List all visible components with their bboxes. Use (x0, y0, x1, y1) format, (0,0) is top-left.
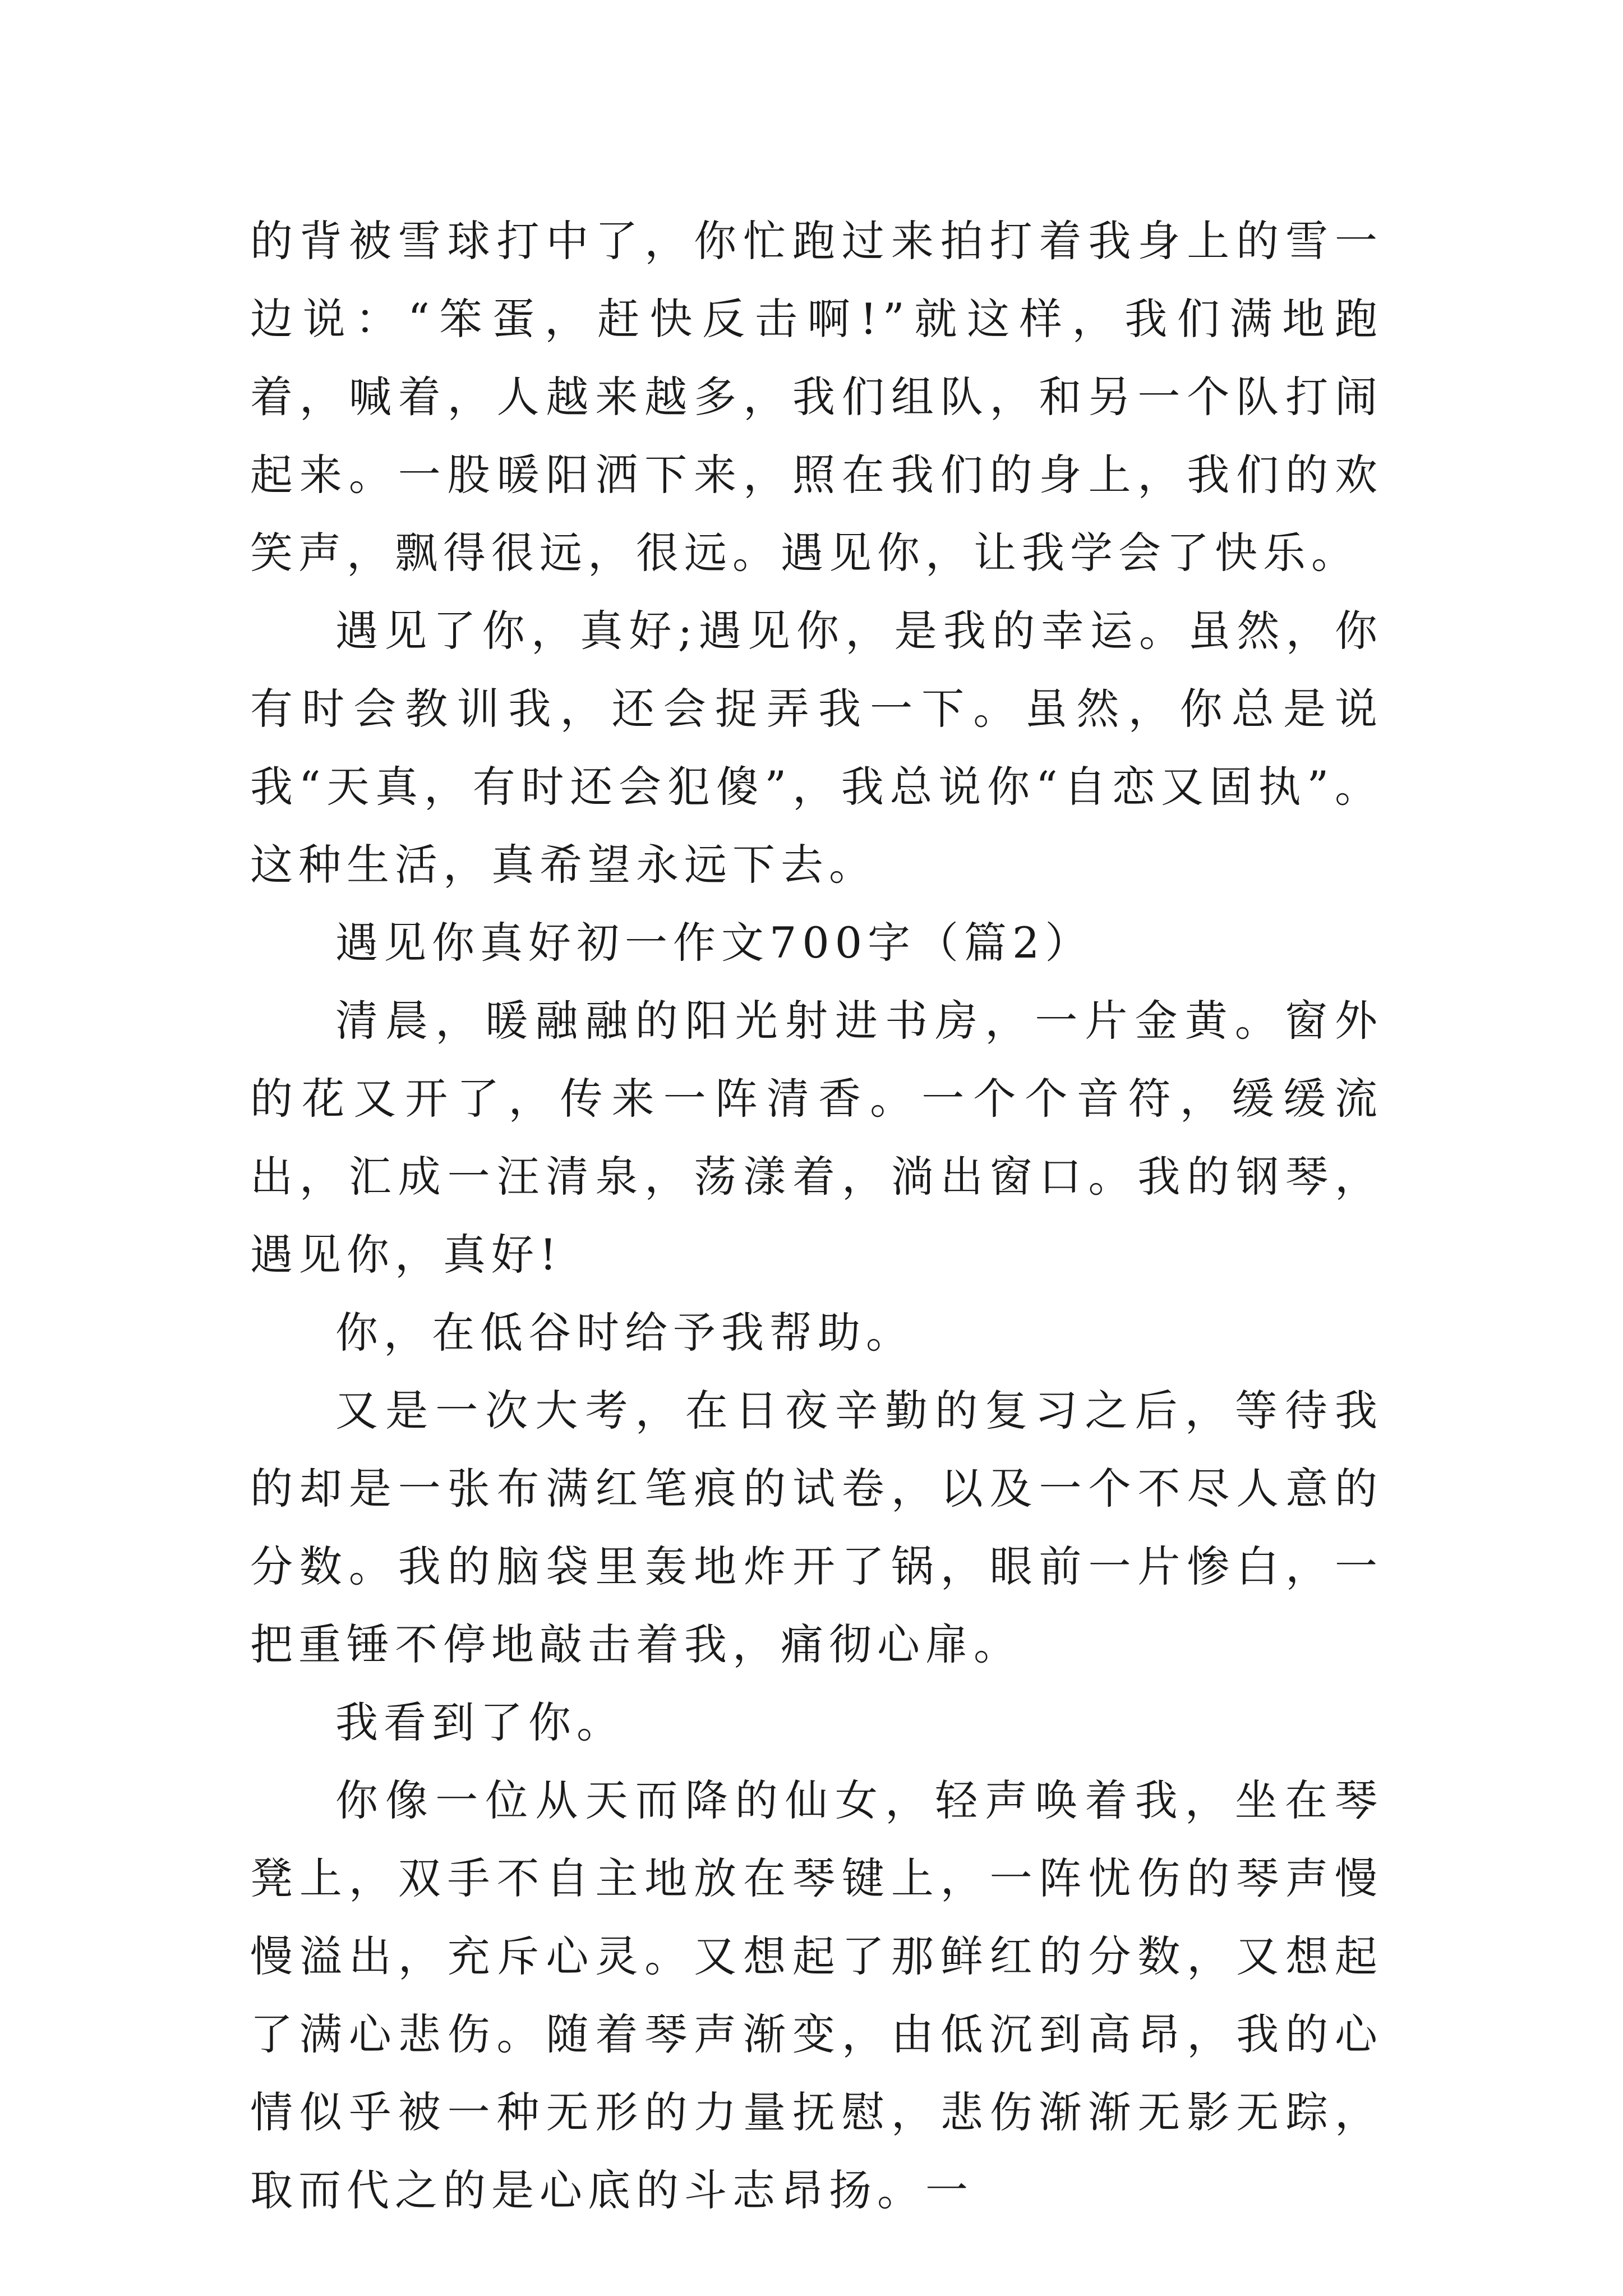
paragraph-3: 清晨，暖融融的阳光射进书房，一片金黄。窗外的花又开了，传来一阵清香。一个个音符，缓缓流出，汇成一汪清泉，荡漾着，淌出窗口。我的钢琴，遇见你，真好! (250, 996, 1383, 1280)
paragraph-4: 你，在低谷时给予我帮助。 (335, 1308, 914, 1358)
paragraph-1: 的背被雪球打中了，你忙跑过来拍打着我身上的雪一边说：“笨蛋，赶快反击啊!”就这样，我们满地跑着，喊着，人越来越多，我们组队，和另一个队打闹起来。一股暖阳洒下来，照在我们的身上，我们的欢笑声，飘得很远，很远。遇见你，让我学会了快乐。 (250, 216, 1383, 578)
document-body (250, 202, 1383, 2229)
section-heading: 遇见你真好初一作文700字（篇2） (335, 918, 1094, 968)
paragraph-2: 遇见了你，真好;遇见你，是我的幸运。虽然，你有时会教训我，还会捉弄我一下。虽然，你总是说我“天真，有时还会犯傻”，我总说你“自恋又固执”。这种生活，真希望永远下去。 (250, 606, 1383, 890)
paragraph-6: 我看到了你。 (335, 1697, 625, 1747)
paragraph-5: 又是一次大考，在日夜辛勤的复习之后，等待我的却是一张布满红笔痕的试卷，以及一个不尽人意的分数。我的脑袋里轰地炸开了锅，眼前一片惨白，一把重锤不停地敲击着我，痛彻心扉。 (250, 1386, 1383, 1669)
paragraph-7: 你像一位从天而降的仙女，轻声唤着我，坐在琴凳上，双手不自主地放在琴键上，一阵忧伤的琴声慢慢溢出，充斥心灵。又想起了那鲜红的分数，又想起了满心悲伤。随着琴声渐变，由低沉到高昂，我的心情似乎被一种无形的力量抚慰，悲伤渐渐无影无踪，取而代之的是心底的斗志昂扬。一 (250, 1775, 1383, 2215)
